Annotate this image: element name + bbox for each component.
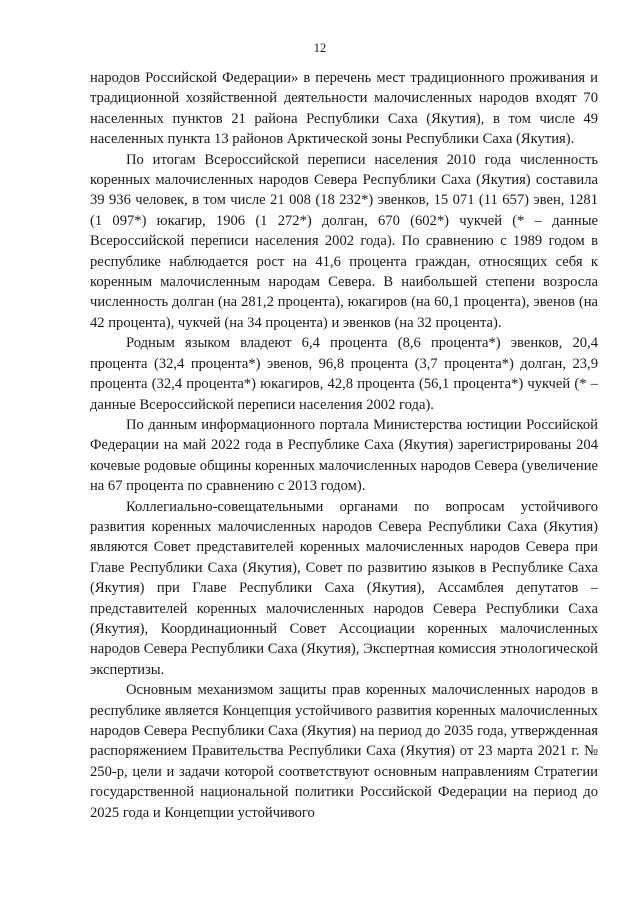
paragraph-native-language: Родным языком владеют 6,4 процента (8,6 процента*) эвенков, 20,4 процента (32,4 процента*) эвенов, 96,8 процента (3,7 процента*) долган, 23,9 процента (32,4 процента*) юкагиров, 42,8 процента (56,1 процента*) чукчей (* – данные Всероссийской переписи населения 2002 года).: [90, 335, 598, 413]
paragraph-protection-mechanism: Основным механизмом защиты прав коренных малочисленных народов в республике является Концепция устойчивого развития коренных малочисленных народов Севера Республики Саха (Якутия) на период до 2035 года, утвержденная распоряжением Правительства Республики Саха (Якутия) от 23 марта 2021 г. № 250-р, цели и задачи которой соответствуют основным направлениям Стратегии государственной национальной политики Российской Федерации на период до 2025 года и Концепции устойчивого: [90, 682, 598, 821]
paragraph-advisory-bodies: Коллегиально-совещательными органами по вопросам устойчивого развития коренных малочисленных народов Севера Республики Саха (Якутия) являются Совет представителей коренных малочисленных народов Севера при Главе Республики Саха (Якутия), Совет по развитию языков в Республике Саха (Якутия) при Главе Республики Саха (Якутия), Ассамблея депутатов – представителей коренных малочисленных народов Севера Республики Саха (Якутия), Координационный Совет Ассоциации коренных малочисленных народов Севера Республики Саха (Якутия), Экспертная комиссия этнологической экспертизы.: [90, 498, 598, 678]
page-number: 12: [313, 41, 327, 55]
document-body: [90, 68, 598, 823]
paragraph-continuation: народов Российской Федерации» в перечень мест традиционного проживания и традиционной хозяйственной деятельности малочисленных народов входят 70 населенных пунктов 21 района Республики Саха (Якутия), в том числе 49 населенных пункта 13 районов Арктической зоны Республики Саха (Якутия).: [90, 70, 598, 148]
paragraph-nomadic-communities: По данным информационного портала Министерства юстиции Российской Федерации на май 2022 года в Республике Саха (Якутия) зарегистрированы 204 кочевые родовые общины коренных малочисленных народов Севера (увеличение на 67 процента по сравнению с 2013 годом).: [90, 416, 598, 495]
paragraph-census-2010: По итогам Всероссийской переписи населения 2010 года численность коренных малочисленных народов Севера Республики Саха (Якутия) составила 39 936 человек, в том числе 21 008 (18 232*) эвенков, 15 071 (11 657) эвен, 1281 (1 097*) юкагир, 1906 (1 272*) долган, 670 (602*) чукчей (* – данные Всероссийской переписи населения 2002 года). По сравнению с 1989 годом в республике наблюдается рост на 41,6 процента граждан, относящих себя к коренным малочисленным народам Севера. В наибольшей степени возросла численность долган (на 281,2 процента), юкагиров (на 60,1 процента), эвенов (на 42 процента), чукчей (на 34 процента) и эвенков (на 32 процента).: [90, 151, 598, 331]
